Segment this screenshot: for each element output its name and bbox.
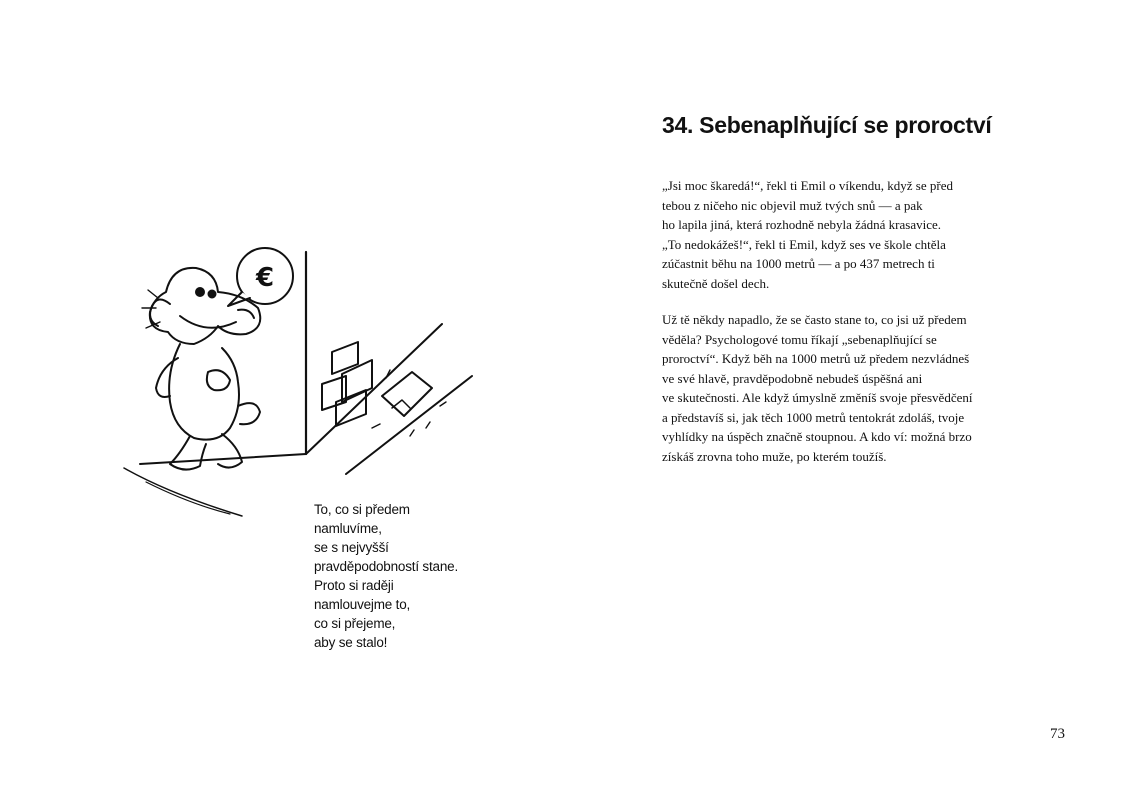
paragraph-line: ho lapila jiná, která rozhodně nebyla žádná krasavice. [662,217,942,232]
paragraph-line: skutečně došel dech. [662,275,770,291]
chapter-title: 34. Sebenaplňující se proroctví [662,112,992,138]
paragraph-2 [662,310,1062,466]
floor-shadow [124,468,242,516]
euro-icon: € [255,263,275,293]
caption-line: co si přejeme, [314,616,396,631]
paragraph-line: získáš zrovna toho muže, po kterém toužíš. [662,448,887,464]
cartoon-character [142,268,260,470]
paragraph-1 [662,176,1062,293]
caption-line: Proto si raději [314,578,394,593]
illustration-caption [314,500,514,652]
caption-line: To, co si předem [314,502,410,517]
paragraph-line: zúčastnit běhu na 1000 metrů — a po 437 metrech ti [662,256,935,271]
paragraph-line: Už tě někdy napadlo, že se často stane to, co jsi už předem [662,312,967,327]
paragraph-line: „Jsi moc škaredá!“, řekl ti Emil o víkendu, když se před [662,178,953,193]
paragraph-line: vyhlídky na úspěch značně stoupnou. A kdo ví: možná brzo [662,429,972,444]
wall-base-line [306,324,442,454]
caption-line: pravděpodobností stane. [314,559,459,574]
paragraph-line: tebou z ničeho nic objevil muž tvých snů — a pak [662,197,923,213]
caption-line: aby se stalo! [314,635,388,650]
floor-line-left [140,454,306,464]
paragraph-line: a představíš si, jak těch 1000 metrů tentokrát zdoláš, tvoje [662,409,965,425]
caption-line: namluvíme, [314,521,382,536]
paragraph-line: „To nedokážeš!“, řekl ti Emil, když ses ve škole chtěla [662,236,946,252]
paragraph-line: proroctví“. Když běh na 1000 metrů už předem nezvládneš [662,351,970,366]
boxes [322,342,372,426]
paragraph-line: ve své hlavě, pravděpodobně nebudeš úspěšná ani [662,370,923,386]
cartoon-illustration [110,232,480,532]
page-number: 73 [1050,726,1065,742]
paragraph-line: ve skutečnosti. Ale když úmyslně změníš svoje přesvědčení [662,390,973,405]
paragraph-line: věděla? Psychologové tomu říkají „sebenaplňující se [662,331,937,347]
caption-line: se s nejvyšší [314,540,389,555]
caption-line: namlouvejme to, [314,597,411,612]
